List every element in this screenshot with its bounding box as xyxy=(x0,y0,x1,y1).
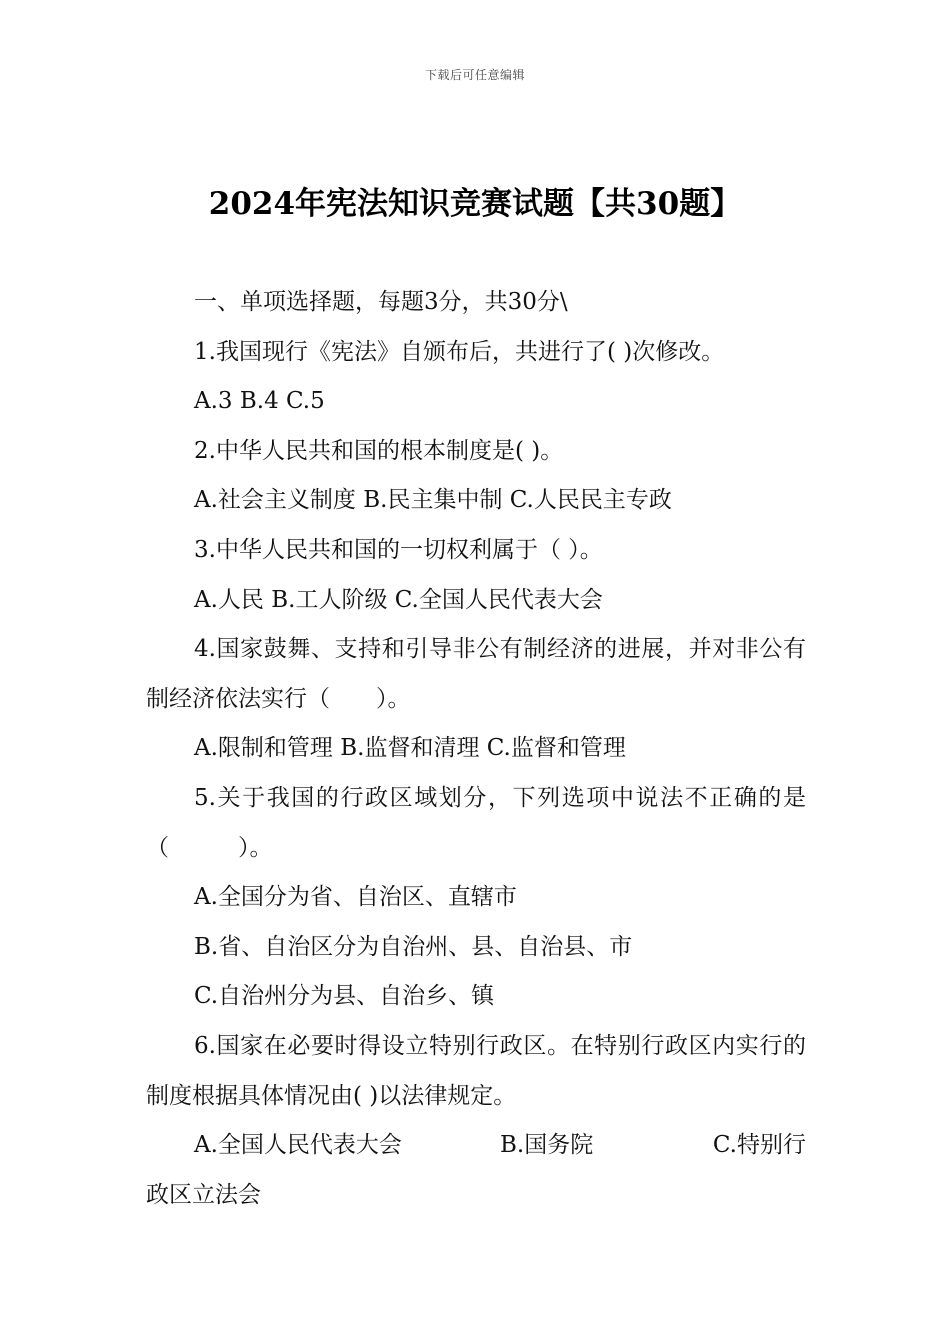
document-body xyxy=(146,278,806,1220)
question-1: 1.我国现行《宪法》自颁布后，共进行了( )次修改。 xyxy=(194,338,725,365)
question-6-option-a: A.全国人民代表大会 xyxy=(194,1132,402,1159)
question-4: 4.国家鼓舞、支持和引导非公有制经济的进展，并对非公有制经济依法实行（ ）。 xyxy=(146,636,806,712)
question-5-option-c: C.自治州分为县、自治乡、镇 xyxy=(194,983,495,1010)
question-6-option-c-continued: 政区立法会 xyxy=(146,1181,261,1208)
question-2: 2.中华人民共和国的根本制度是( )。 xyxy=(194,437,564,464)
question-5-option-a: A.全国分为省、自治区、直辖市 xyxy=(194,884,517,911)
question-2-options: A.社会主义制度 B.民主集中制 C.人民民主专政 xyxy=(194,487,672,514)
question-3-options: A.人民 B.工人阶级 C.全国人民代表大会 xyxy=(194,586,603,613)
document-title: 2024年宪法知识竞赛试题【共30题】 xyxy=(208,186,742,222)
section-heading: 一、单项选择题，每题3分，共30分\ xyxy=(194,289,568,315)
question-5-option-b: B.省、自治区分为自治州、县、自治县、市 xyxy=(194,933,633,960)
question-6-option-b: B.国务院 xyxy=(500,1132,594,1159)
question-6: 6.国家在必要时得设立特别行政区。在特别行政区内实行的制度根据具体情况由( )以法律规定。 xyxy=(146,1032,806,1109)
question-6-option-c: C.特别行 xyxy=(712,1132,806,1159)
question-6-options xyxy=(146,1121,806,1171)
question-5: 5.关于我国的行政区域划分，下列选项中说法不正确的是（ ）。 xyxy=(146,784,806,861)
header-note: 下载后可任意编辑 xyxy=(424,68,525,82)
question-4-options: A.限制和管理 B.监督和清理 C.监督和管理 xyxy=(194,735,626,762)
question-3: 3.中华人民共和国的一切权利属于（ ）。 xyxy=(194,536,603,563)
question-1-options: A.3 B.4 C.5 xyxy=(194,388,325,415)
